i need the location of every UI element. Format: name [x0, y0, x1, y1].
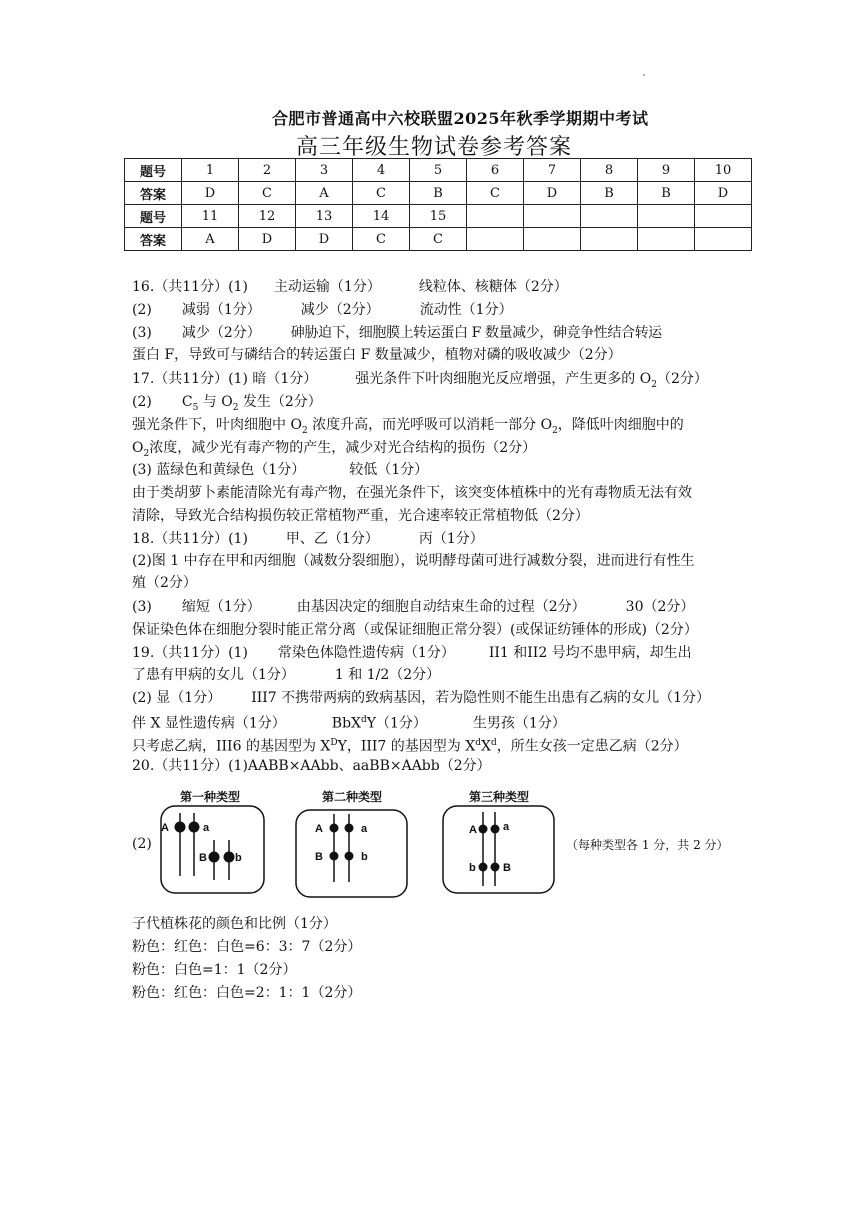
table-cell: C [353, 228, 410, 251]
type1-title: 第一种类型 [180, 790, 241, 804]
q18-line3: 殖（2分） [132, 575, 197, 591]
text: 强光条件下叶肉细胞光反应增强，产生更多的 O [355, 371, 652, 387]
text: C [181, 394, 193, 410]
table-cell: D [239, 228, 296, 251]
centromere-dot [479, 863, 488, 872]
allele-label: b [469, 862, 476, 874]
text: (2) [132, 394, 152, 410]
table-cell: 1 [182, 159, 239, 182]
cell-outline [443, 806, 554, 893]
table-cell: C [353, 182, 410, 205]
text: (2) [132, 302, 152, 318]
text: 伴 X 显性遗传病（1分） [132, 715, 286, 732]
answer-key-title: 高三年级生物试卷参考答案 [296, 135, 573, 160]
text: 18.（共11分）(1) [132, 531, 248, 547]
row-label: 题号 [125, 159, 182, 182]
text: (3) 蓝绿色和黄绿色（1分） [132, 462, 306, 478]
centromere-dot [224, 852, 235, 863]
allele-label: A [315, 823, 323, 835]
text: 30（2分） [625, 599, 695, 615]
text: ，所生女孩一定患乙病（2分） [496, 738, 688, 755]
text: ，降低叶肉细胞中的 [557, 417, 684, 433]
text: 缩短（1分） [181, 599, 261, 615]
centromere-dot [491, 863, 500, 872]
centromere-dot [330, 852, 339, 861]
text: 丙（1分） [418, 531, 484, 547]
subscript: 5 [192, 402, 199, 413]
text: 浓度，减少光有毒产物的产生，减少对光合结构的损伤（2分） [149, 440, 537, 456]
text: (3) [132, 599, 152, 615]
text: II1 和II2 号均不患甲病，却生出 [488, 645, 692, 661]
table-cell: 8 [581, 159, 638, 182]
table-cell: 12 [239, 205, 296, 228]
table-cell: 11 [182, 205, 239, 228]
centromere-dot [209, 852, 220, 863]
table-cell: C [239, 182, 296, 205]
allele-label: B [315, 851, 323, 863]
text: 生男孩（1分） [472, 715, 566, 732]
table-cell: D [524, 182, 581, 205]
superscript: D [330, 738, 338, 748]
allele-label: B [503, 862, 511, 874]
text: Y（1分） [366, 715, 427, 732]
subscript: 2 [301, 425, 308, 436]
centromere-dot [330, 824, 339, 833]
centromere-dot [175, 822, 186, 833]
allele-label: A [469, 824, 477, 836]
cell-outline [161, 806, 264, 893]
q20-line1: 20.（共11分）(1)AABB×AAbb、aaBB×AAbb（2分） [132, 758, 491, 774]
table-cell: B [581, 182, 638, 205]
text: 甲、乙（1分） [285, 531, 379, 547]
table-cell: D [695, 182, 752, 205]
allele-label: b [361, 851, 368, 863]
row-label: 答案 [125, 228, 182, 251]
centromere-dot [491, 825, 500, 834]
table-cell: 14 [353, 205, 410, 228]
q17-line7: 清除，导致光合结构损伤较正常植物严重，光合速率较正常植物低（2分） [132, 508, 589, 524]
table-cell: 9 [638, 159, 695, 182]
table-cell: C [410, 228, 467, 251]
table-cell: A [296, 182, 353, 205]
q20-line6: 粉色：红色：白色=2：1：1（2分） [132, 985, 362, 1001]
text: 1 和 1/2（2分） [334, 667, 441, 683]
q17-line6: 由于类胡萝卜素能清除光有毒产物，在强光条件下，该突变体植株中的光有毒物质无法有效 [132, 485, 692, 501]
text: 较低（1分） [349, 462, 429, 478]
type2-title: 第二种类型 [322, 790, 383, 804]
text: 17.（共11分）(1) 暗（1分） [132, 371, 318, 387]
superscript: d [361, 715, 367, 725]
allele-label: A [161, 822, 169, 834]
table-cell: B [410, 182, 467, 205]
text: 16.（共11分）(1) [132, 279, 248, 295]
table-cell: B [638, 182, 695, 205]
text: 主动运输（1分） [273, 279, 381, 295]
text: (3) [132, 325, 152, 341]
q20-line3: 子代植株花的颜色和比例（1分） [132, 916, 337, 932]
text: 减少（2分） [181, 325, 261, 341]
centromere-dot [345, 824, 354, 833]
subscript: 2 [143, 448, 150, 459]
text: （2分） [656, 371, 708, 387]
table-cell: 6 [467, 159, 524, 182]
table-cell: 7 [524, 159, 581, 182]
table-cell: 13 [296, 205, 353, 228]
text: Y，III7 的基因型为 X [337, 738, 476, 755]
text: 浓度升高，而光呼吸可以消耗一部分 O [307, 417, 553, 433]
text: 流动性（1分） [419, 302, 513, 318]
table-cell: 15 [410, 205, 467, 228]
q20-part2-label: (2) [132, 836, 152, 852]
text: BbX [331, 715, 361, 732]
centromere-dot [479, 825, 488, 834]
text: X [480, 738, 491, 755]
allele-label: a [503, 821, 510, 833]
q18-line2: (2)图 1 中存在甲和丙细胞（减数分裂细胞），说明酵母菌可进行减数分裂，进而进行有性生 [132, 553, 695, 569]
text: 减弱（1分） [181, 302, 261, 318]
table-cell: 5 [410, 159, 467, 182]
superscript: d [490, 738, 497, 748]
subscript: 2 [552, 425, 558, 436]
text: 发生（2分） [238, 394, 322, 410]
table-cell: 4 [353, 159, 410, 182]
subscript: 2 [232, 402, 239, 413]
text: 由基因决定的细胞自动结束生命的过程（2分） [296, 599, 586, 615]
centromere-dot [189, 822, 200, 833]
text: III7 不携带两病的致病基因，若为隐性则不能生出患有乙病的女儿（1分） [251, 690, 711, 706]
row-label: 题号 [125, 205, 182, 228]
allele-label: B [199, 852, 207, 864]
table-cell: 2 [239, 159, 296, 182]
allele-label: a [203, 822, 210, 834]
q16-line4: 蛋白 F，导致可与磷结合的转运蛋白 F 数量减少，植物对磷的吸收减少（2分） [132, 347, 622, 363]
text: 强光条件下，叶肉细胞中 O [132, 417, 302, 433]
allele-label: a [361, 823, 368, 835]
text: (2) 显（1分） [132, 690, 222, 706]
exam-title: 合肥市普通高中六校联盟2025年秋季学期期中考试 [272, 109, 649, 128]
table-cell: A [182, 228, 239, 251]
allele-label: b [235, 852, 242, 864]
table-cell: C [467, 182, 524, 205]
table-cell: 3 [296, 159, 353, 182]
text: O [132, 440, 144, 456]
superscript: d [475, 738, 481, 748]
table-cell: D [182, 182, 239, 205]
q18-line5: 保证染色体在细胞分裂时能正常分离（或保证细胞正常分裂）(或保证纺锤体的形成)（2分） [132, 622, 698, 638]
centromere-dot [345, 852, 354, 861]
text: 了患有甲病的女儿（1分） [132, 667, 295, 683]
type3-title: 第三种类型 [469, 790, 530, 804]
text: 与 O [198, 394, 233, 410]
text: 19.（共11分）(1) [132, 645, 248, 661]
scoring-note: （每种类型各 1 分，共 2 分） [566, 838, 729, 852]
text: 线粒体、核糖体（2分） [418, 279, 568, 295]
q20-line4: 粉色：红色：白色=6：3：7（2分） [132, 939, 362, 955]
subscript: 2 [651, 379, 657, 390]
q20-line5: 粉色：白色=1：1（2分） [132, 962, 297, 978]
text: 砷胁迫下，细胞膜上转运蛋白 F 数量减少，砷竞争性结合转运 [290, 325, 662, 341]
text: 减少（2分） [300, 302, 380, 318]
text: 只考虑乙病，III6 的基因型为 X [132, 738, 331, 755]
text: 常染色体隐性遗传病（1分） [277, 645, 455, 661]
table-cell: D [296, 228, 353, 251]
row-label: 答案 [125, 182, 182, 205]
table-cell: 10 [695, 159, 752, 182]
